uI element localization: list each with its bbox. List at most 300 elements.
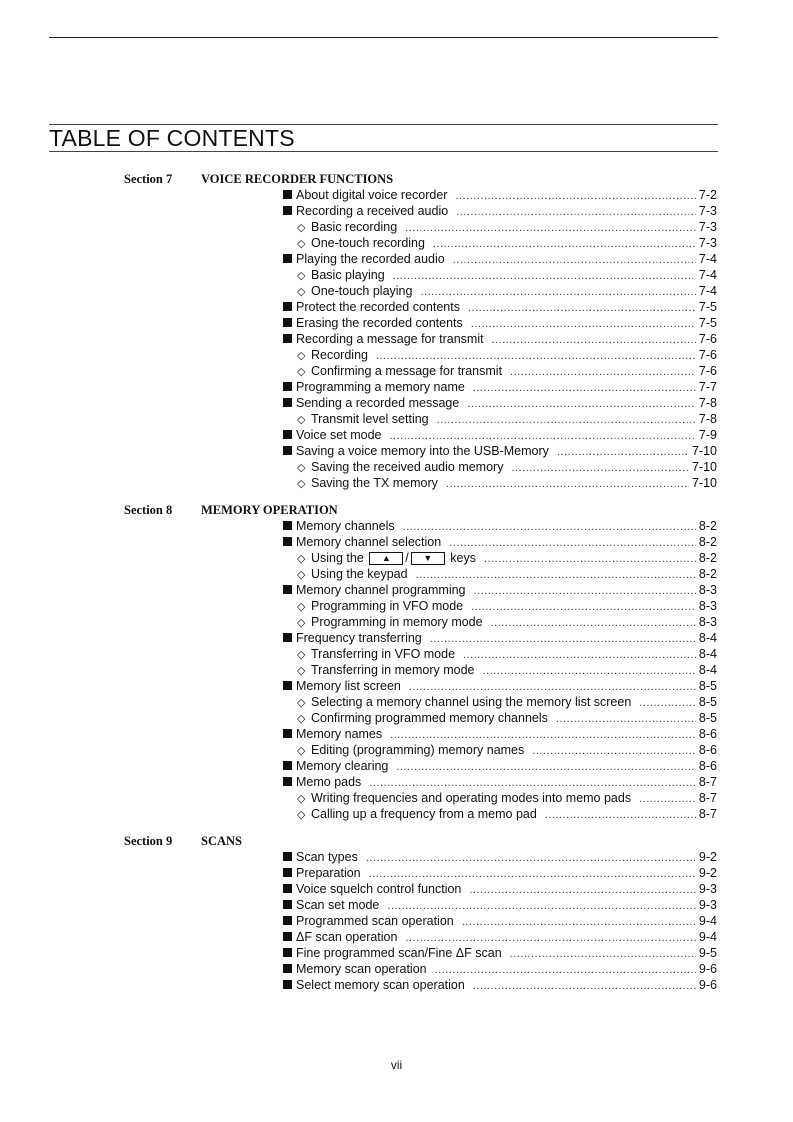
toc-page-number: 8-3 bbox=[698, 599, 717, 613]
toc-page-number: 7-8 bbox=[698, 412, 717, 426]
toc-entry-label: Saving a voice memory into the USB-Memory bbox=[296, 444, 549, 458]
dot-leader bbox=[467, 396, 696, 412]
toc-entry-row bbox=[283, 865, 717, 882]
toc-entry-label: Transmit level setting bbox=[311, 412, 429, 426]
diamond-bullet-icon: ◇ bbox=[297, 270, 306, 282]
toc-entry[interactable] bbox=[0, 774, 793, 790]
dot-leader bbox=[484, 551, 696, 567]
toc-entry-label: Writing frequencies and operating modes into memo pads bbox=[311, 791, 632, 805]
toc-entry-row bbox=[297, 363, 717, 380]
toc-page-number: 7-5 bbox=[698, 316, 717, 330]
dot-leader bbox=[455, 188, 695, 204]
toc-entry[interactable] bbox=[0, 219, 793, 235]
toc-entry-label: Programming a memory name bbox=[296, 380, 465, 394]
dot-leader bbox=[420, 284, 695, 300]
toc-entry-label: Transferring in VFO mode bbox=[311, 647, 456, 661]
toc-entry-label bbox=[311, 550, 476, 566]
toc-page-number: 8-7 bbox=[698, 807, 717, 821]
toc-page-number: 8-4 bbox=[698, 631, 717, 645]
toc-entry-label: Memory channels bbox=[296, 519, 395, 533]
toc-page-number: 9-4 bbox=[698, 930, 717, 944]
toc-entry-label: Select memory scan operation bbox=[296, 978, 465, 992]
toc-entry[interactable] bbox=[0, 630, 793, 646]
toc-entry[interactable] bbox=[0, 534, 793, 550]
toc-entry-label: Memory names bbox=[296, 727, 383, 741]
dot-leader bbox=[463, 647, 696, 663]
square-bullet-icon bbox=[283, 849, 296, 865]
toc-entry-label: Selecting a memory channel using the memory list screen bbox=[311, 695, 632, 709]
toc-entry-row bbox=[283, 726, 717, 743]
toc-entry-label: Saving the received audio memory bbox=[311, 460, 504, 474]
square-bullet-icon bbox=[283, 913, 296, 929]
toc-page-number: 8-2 bbox=[698, 519, 717, 533]
toc-entry-row bbox=[297, 598, 717, 615]
toc-entry[interactable] bbox=[0, 945, 793, 961]
dot-leader bbox=[557, 444, 689, 460]
diamond-bullet-icon: ◇ bbox=[297, 601, 306, 613]
dot-leader bbox=[409, 679, 696, 695]
toc-page-number: 7-6 bbox=[698, 332, 717, 346]
label-text-post: keys bbox=[450, 551, 476, 565]
toc-entry-row bbox=[297, 614, 717, 631]
toc-entry-label: Programming in VFO mode bbox=[311, 599, 464, 613]
toc-entry-label: Recording bbox=[311, 348, 368, 362]
toc-page-number: 8-3 bbox=[698, 615, 717, 629]
dot-leader bbox=[473, 380, 696, 396]
toc-page-number: 7-4 bbox=[698, 284, 717, 298]
toc-entry-row bbox=[283, 299, 717, 316]
toc-page-number: 7-6 bbox=[698, 348, 717, 362]
diamond-bullet-icon: ◇ bbox=[297, 478, 306, 490]
toc-entry-label: Fine programmed scan/Fine ΔF scan bbox=[296, 946, 502, 960]
toc-entry[interactable] bbox=[0, 443, 793, 459]
toc-page-number: 7-3 bbox=[698, 220, 717, 234]
square-bullet-icon bbox=[283, 187, 296, 203]
toc-entry[interactable] bbox=[0, 865, 793, 881]
toc-entry[interactable] bbox=[0, 977, 793, 993]
square-bullet-icon bbox=[283, 427, 296, 443]
toc-entry[interactable] bbox=[0, 235, 793, 251]
toc-entry-label: Basic playing bbox=[311, 268, 385, 282]
dot-leader bbox=[532, 743, 696, 759]
toc-page-number: 7-2 bbox=[698, 188, 717, 202]
toc-page-number: 7-9 bbox=[698, 428, 717, 442]
diamond-bullet-icon: ◇ bbox=[297, 222, 306, 234]
toc-entry[interactable] bbox=[0, 726, 793, 742]
toc-entry-row bbox=[283, 961, 717, 978]
section-title: SCANS bbox=[201, 834, 242, 848]
toc-entry[interactable] bbox=[0, 849, 793, 865]
dot-leader bbox=[433, 236, 696, 252]
up-key-icon: ▲ bbox=[369, 552, 403, 565]
toc-entry-row bbox=[283, 203, 717, 220]
toc-entry-label: Scan types bbox=[296, 850, 358, 864]
toc-entry-label: Confirming programmed memory channels bbox=[311, 711, 548, 725]
dot-leader bbox=[639, 791, 696, 807]
toc-entry[interactable] bbox=[0, 331, 793, 347]
toc-page-number: 7-4 bbox=[698, 252, 717, 266]
page-title: TABLE OF CONTENTS bbox=[49, 125, 295, 151]
toc-entry[interactable] bbox=[0, 710, 793, 726]
toc-entry-label: Frequency transferring bbox=[296, 631, 422, 645]
toc-entry-label: Memory clearing bbox=[296, 759, 389, 773]
header-rule bbox=[49, 37, 718, 38]
toc-entry[interactable] bbox=[0, 379, 793, 395]
square-bullet-icon bbox=[283, 977, 296, 993]
toc-page-number: 8-4 bbox=[698, 647, 717, 661]
dot-leader bbox=[511, 460, 689, 476]
toc-entry-row bbox=[297, 806, 717, 823]
section-number: Section 9 bbox=[124, 834, 173, 848]
square-bullet-icon bbox=[283, 582, 296, 598]
toc-entry[interactable] bbox=[0, 518, 793, 534]
toc-page-number: 8-6 bbox=[698, 743, 717, 757]
diamond-bullet-icon: ◇ bbox=[297, 793, 306, 805]
toc-entry[interactable] bbox=[0, 187, 793, 203]
dot-leader bbox=[469, 882, 696, 898]
square-bullet-icon bbox=[283, 379, 296, 395]
toc-entry-row bbox=[297, 267, 717, 284]
toc-page-number: 8-6 bbox=[698, 727, 717, 741]
toc-entry-label: Voice squelch control function bbox=[296, 882, 462, 896]
toc-entry-row bbox=[297, 710, 717, 727]
toc-entry[interactable] bbox=[0, 598, 793, 614]
square-bullet-icon bbox=[283, 395, 296, 411]
dot-leader bbox=[430, 631, 696, 647]
dot-leader bbox=[545, 807, 696, 823]
toc-page-number: 7-10 bbox=[691, 476, 717, 490]
toc-entry[interactable] bbox=[0, 283, 793, 299]
toc-page-number: 9-4 bbox=[698, 914, 717, 928]
square-bullet-icon bbox=[283, 897, 296, 913]
toc-entry-row bbox=[283, 518, 717, 535]
toc-page-number: 9-6 bbox=[698, 978, 717, 992]
toc-entry[interactable] bbox=[0, 881, 793, 897]
toc-entry[interactable] bbox=[0, 267, 793, 283]
dot-leader bbox=[462, 914, 696, 930]
toc-entry-label: Using the keypad bbox=[311, 567, 408, 581]
toc-page-number: 7-4 bbox=[698, 268, 717, 282]
toc-entry-label: Playing the recorded audio bbox=[296, 252, 445, 266]
toc-entry[interactable] bbox=[0, 566, 793, 582]
toc-page-number: 7-5 bbox=[698, 300, 717, 314]
diamond-bullet-icon: ◇ bbox=[297, 286, 306, 298]
toc-entry-label: Memo pads bbox=[296, 775, 362, 789]
toc-page-number: 9-5 bbox=[698, 946, 717, 960]
dot-leader bbox=[639, 695, 696, 711]
toc-entry-row bbox=[297, 566, 717, 583]
toc-page-number: 9-3 bbox=[698, 898, 717, 912]
title-rule-bottom bbox=[49, 151, 718, 152]
dot-leader bbox=[446, 476, 689, 492]
square-bullet-icon bbox=[283, 774, 296, 790]
dot-leader bbox=[405, 930, 695, 946]
square-bullet-icon bbox=[283, 758, 296, 774]
square-bullet-icon bbox=[283, 726, 296, 742]
toc-entry-label: Confirming a message for transmit bbox=[311, 364, 503, 378]
diamond-bullet-icon: ◇ bbox=[297, 809, 306, 821]
toc-page-number: 8-2 bbox=[698, 567, 717, 581]
toc-entry-row bbox=[283, 251, 717, 268]
toc-page-number: 8-4 bbox=[698, 663, 717, 677]
toc-page-number: 7-10 bbox=[691, 460, 717, 474]
dot-leader bbox=[393, 268, 696, 284]
toc-page-number: 7-3 bbox=[698, 236, 717, 250]
square-bullet-icon bbox=[283, 315, 296, 331]
toc-entries bbox=[0, 849, 793, 993]
toc-entry-label: Memory list screen bbox=[296, 679, 401, 693]
toc-page-number: 8-5 bbox=[698, 711, 717, 725]
dot-leader bbox=[468, 300, 696, 316]
toc-entry-row bbox=[297, 219, 717, 236]
toc-entry[interactable] bbox=[0, 897, 793, 913]
toc-entry-label: Memory channel selection bbox=[296, 535, 442, 549]
dot-leader bbox=[403, 519, 696, 535]
toc-entry-row bbox=[283, 630, 717, 647]
diamond-bullet-icon: ◇ bbox=[297, 366, 306, 378]
square-bullet-icon bbox=[283, 865, 296, 881]
toc-page-number: 8-2 bbox=[698, 551, 717, 565]
square-bullet-icon bbox=[283, 961, 296, 977]
dot-leader bbox=[435, 962, 696, 978]
diamond-bullet-icon: ◇ bbox=[297, 713, 306, 725]
section-title: MEMORY OPERATION bbox=[201, 503, 338, 517]
dot-leader bbox=[453, 252, 696, 268]
toc-page-number: 8-5 bbox=[698, 695, 717, 709]
dot-leader bbox=[510, 946, 696, 962]
dot-leader bbox=[390, 727, 696, 743]
dot-leader bbox=[492, 332, 696, 348]
toc-entry[interactable] bbox=[0, 427, 793, 443]
toc-entry-row bbox=[297, 550, 717, 567]
diamond-bullet-icon: ◇ bbox=[297, 350, 306, 362]
toc-entry-label: One-touch playing bbox=[311, 284, 413, 298]
toc-entry-row bbox=[297, 742, 717, 759]
square-bullet-icon bbox=[283, 630, 296, 646]
toc-entry-row bbox=[297, 411, 717, 428]
dot-leader bbox=[389, 428, 695, 444]
dot-leader bbox=[491, 615, 696, 631]
toc-entry-label: Erasing the recorded contents bbox=[296, 316, 463, 330]
toc-entry-row bbox=[283, 897, 717, 914]
square-bullet-icon bbox=[283, 203, 296, 219]
diamond-bullet-icon: ◇ bbox=[297, 238, 306, 250]
toc-entry[interactable] bbox=[0, 742, 793, 758]
dot-leader bbox=[376, 348, 696, 364]
toc-entry-label: Recording a message for transmit bbox=[296, 332, 484, 346]
toc-entry[interactable] bbox=[0, 758, 793, 774]
dot-leader bbox=[471, 316, 696, 332]
toc-page-number: 7-6 bbox=[698, 364, 717, 378]
diamond-bullet-icon: ◇ bbox=[297, 617, 306, 629]
toc-entry[interactable] bbox=[0, 806, 793, 822]
diamond-bullet-icon: ◇ bbox=[297, 462, 306, 474]
dot-leader bbox=[473, 978, 696, 994]
toc-entry-row bbox=[283, 395, 717, 412]
toc-entry[interactable] bbox=[0, 251, 793, 267]
toc-entry-row bbox=[283, 774, 717, 791]
toc-entry-label: Recording a received audio bbox=[296, 204, 449, 218]
toc-page-number: 7-7 bbox=[698, 380, 717, 394]
toc-entry[interactable] bbox=[0, 662, 793, 678]
toc-entry-label: Memory scan operation bbox=[296, 962, 427, 976]
dot-leader bbox=[366, 850, 696, 866]
toc-entry-label: ΔF scan operation bbox=[296, 930, 398, 944]
toc-entry[interactable] bbox=[0, 363, 793, 379]
square-bullet-icon bbox=[283, 945, 296, 961]
toc-entry-row bbox=[283, 331, 717, 348]
toc-page-number: 8-2 bbox=[698, 535, 717, 549]
toc-entry[interactable] bbox=[0, 315, 793, 331]
toc-entry[interactable] bbox=[0, 694, 793, 710]
dot-leader bbox=[405, 220, 696, 236]
toc-entry-label: Programming in memory mode bbox=[311, 615, 483, 629]
dot-leader bbox=[456, 204, 696, 220]
toc-entry-row bbox=[297, 790, 717, 807]
dot-leader bbox=[437, 412, 696, 428]
diamond-bullet-icon: ◇ bbox=[297, 569, 306, 581]
toc-entry-label: About digital voice recorder bbox=[296, 188, 448, 202]
toc-entry-row bbox=[283, 187, 717, 204]
dot-leader bbox=[556, 711, 696, 727]
toc-entry[interactable] bbox=[0, 475, 793, 491]
toc-entry-row bbox=[283, 945, 717, 962]
toc-entry-row bbox=[297, 235, 717, 252]
toc-entry-label: Sending a recorded message bbox=[296, 396, 460, 410]
toc-entry-row bbox=[297, 475, 717, 492]
down-key-icon: ▼ bbox=[411, 552, 445, 565]
square-bullet-icon bbox=[283, 678, 296, 694]
toc-page-number: 7-3 bbox=[698, 204, 717, 218]
toc-page-number: 9-6 bbox=[698, 962, 717, 976]
toc-entry[interactable] bbox=[0, 678, 793, 694]
toc-entry-label: Voice set mode bbox=[296, 428, 382, 442]
toc-entry-label: Saving the TX memory bbox=[311, 476, 438, 490]
diamond-bullet-icon: ◇ bbox=[297, 665, 306, 677]
toc-entry[interactable] bbox=[0, 347, 793, 363]
toc-entry-label: Preparation bbox=[296, 866, 361, 880]
toc-page-number: 8-7 bbox=[698, 775, 717, 789]
toc-page-number: 8-5 bbox=[698, 679, 717, 693]
square-bullet-icon bbox=[283, 331, 296, 347]
toc-page-number: 7-8 bbox=[698, 396, 717, 410]
toc-entry-row bbox=[283, 534, 717, 551]
toc-entry[interactable] bbox=[0, 646, 793, 662]
diamond-bullet-icon: ◇ bbox=[297, 745, 306, 757]
section-number: Section 8 bbox=[124, 503, 173, 517]
toc-entry-row bbox=[283, 315, 717, 332]
toc-entry-label: Calling up a frequency from a memo pad bbox=[311, 807, 537, 821]
dot-leader bbox=[471, 599, 696, 615]
toc-entry-row bbox=[283, 977, 717, 994]
square-bullet-icon bbox=[283, 534, 296, 550]
dot-leader bbox=[510, 364, 696, 380]
dot-leader bbox=[387, 898, 696, 914]
toc-entry-row bbox=[297, 459, 717, 476]
diamond-bullet-icon: ◇ bbox=[297, 414, 306, 426]
dot-leader bbox=[396, 759, 696, 775]
page-number: vii bbox=[390, 1058, 403, 1072]
toc-entry-row bbox=[297, 646, 717, 663]
dot-leader bbox=[449, 535, 696, 551]
section-number: Section 7 bbox=[124, 172, 173, 186]
toc-entry[interactable] bbox=[0, 395, 793, 411]
toc-entry-row bbox=[283, 379, 717, 396]
dot-leader bbox=[369, 775, 696, 791]
toc-entry-row bbox=[283, 913, 717, 930]
toc-page-number: 8-7 bbox=[698, 791, 717, 805]
diamond-bullet-icon: ◇ bbox=[297, 553, 306, 565]
section-title: VOICE RECORDER FUNCTIONS bbox=[201, 172, 394, 186]
toc-entry-row bbox=[283, 758, 717, 775]
toc-entry-label: Editing (programming) memory names bbox=[311, 743, 525, 757]
diamond-bullet-icon: ◇ bbox=[297, 649, 306, 661]
toc-page-number: 7-10 bbox=[691, 444, 717, 458]
toc-page-number: 9-3 bbox=[698, 882, 717, 896]
toc-page-number: 9-2 bbox=[698, 866, 717, 880]
toc-entry[interactable] bbox=[0, 913, 793, 929]
toc-entry[interactable] bbox=[0, 582, 793, 598]
square-bullet-icon bbox=[283, 929, 296, 945]
toc-entry[interactable] bbox=[0, 614, 793, 630]
toc-entry-row bbox=[297, 694, 717, 711]
toc-entry-row bbox=[297, 662, 717, 679]
square-bullet-icon bbox=[283, 518, 296, 534]
toc-entry-row bbox=[283, 443, 717, 460]
toc-entry[interactable] bbox=[0, 411, 793, 427]
toc-entry-row bbox=[283, 849, 717, 866]
toc-entry-label: Memory channel programming bbox=[296, 583, 466, 597]
diamond-bullet-icon: ◇ bbox=[297, 697, 306, 709]
toc-page-number: 8-3 bbox=[698, 583, 717, 597]
toc-entry-label: Protect the recorded contents bbox=[296, 300, 460, 314]
toc-page-number: 8-6 bbox=[698, 759, 717, 773]
toc-entry-label: Basic recording bbox=[311, 220, 398, 234]
toc-entry[interactable] bbox=[0, 550, 793, 566]
toc-entry-row bbox=[297, 347, 717, 364]
toc-entries bbox=[0, 518, 793, 822]
toc-entry[interactable] bbox=[0, 459, 793, 475]
toc-entry-row bbox=[283, 929, 717, 946]
toc-entry-label: Transferring in memory mode bbox=[311, 663, 475, 677]
dot-leader bbox=[482, 663, 695, 679]
toc-entry[interactable] bbox=[0, 929, 793, 945]
toc-entry-row bbox=[283, 427, 717, 444]
square-bullet-icon bbox=[283, 443, 296, 459]
toc-entry-label: One-touch recording bbox=[311, 236, 425, 250]
square-bullet-icon bbox=[283, 251, 296, 267]
toc-page-number: 9-2 bbox=[698, 850, 717, 864]
toc-entry-row bbox=[283, 678, 717, 695]
toc-entry[interactable] bbox=[0, 299, 793, 315]
dot-leader bbox=[369, 866, 696, 882]
toc-entry[interactable] bbox=[0, 961, 793, 977]
toc-entry-row bbox=[283, 881, 717, 898]
toc-entry-row bbox=[297, 283, 717, 300]
dot-leader bbox=[474, 583, 696, 599]
toc-entries bbox=[0, 187, 793, 491]
toc-entry[interactable] bbox=[0, 790, 793, 806]
key-separator: / bbox=[405, 551, 409, 565]
toc-entry-row bbox=[283, 582, 717, 599]
square-bullet-icon bbox=[283, 881, 296, 897]
dot-leader bbox=[416, 567, 696, 583]
toc-entry-label: Programmed scan operation bbox=[296, 914, 454, 928]
toc-entry[interactable] bbox=[0, 203, 793, 219]
square-bullet-icon bbox=[283, 299, 296, 315]
toc-entry-label: Scan set mode bbox=[296, 898, 380, 912]
label-text-pre: Using the bbox=[311, 551, 364, 565]
